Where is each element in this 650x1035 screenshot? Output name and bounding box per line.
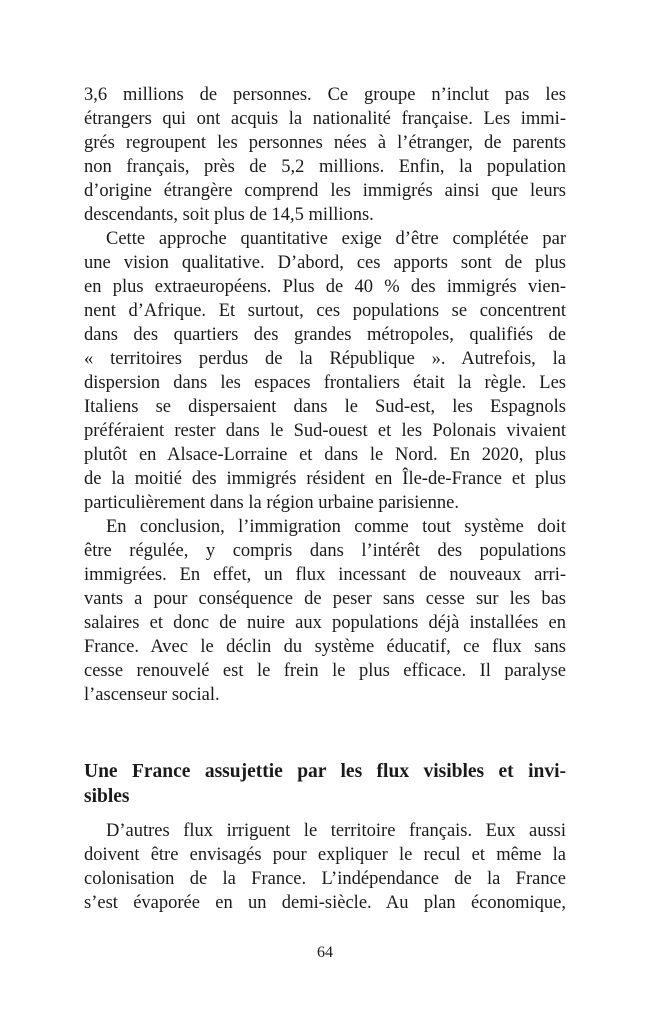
text-line: être régulée, y compris dans l’intérêt des populations [84,541,566,561]
paragraph-2 [84,227,566,515]
paragraph-1 [84,83,566,227]
text-line: salaires et donc de nuire aux populations déjà installées en [84,613,566,633]
text-line: en plus extraeuropéens. Plus de 40 % des immigrés vien- [84,277,566,297]
text-line: descendants, soit plus de 14,5 millions. [84,205,374,225]
text-line: préféraient rester dans le Sud-ouest et les Polonais vivaient [84,421,566,441]
section-spacer [84,707,566,759]
text-line: dans des quartiers des grandes métropoles, qualifiés de [84,325,566,345]
text-line: s’est évaporée en un demi-siècle. Au plan économique, [84,893,566,913]
paragraph-3 [84,515,566,707]
text-line: doivent être envisagés pour expliquer le recul et même la [84,845,566,865]
text-line: une vision qualitative. D’abord, ces apports sont de plus [84,253,566,273]
text-line: cesse renouvelé est le frein le plus efficace. Il paralyse [84,661,566,681]
page-content [84,83,566,915]
text-line: Cette approche quantitative exige d’être complétée par [106,229,566,249]
text-line: l’ascenseur social. [84,685,220,705]
text-line: D’autres flux irriguent le territoire français. Eux aussi [106,821,566,841]
heading-line: Une France assujettie par les flux visibles et invi- [84,761,566,782]
text-line: d’origine étrangère comprend les immigrés ainsi que leurs [84,181,566,201]
text-line: immigrées. En effet, un flux incessant de nouveaux arri- [84,565,566,585]
text-line: « territoires perdus de la République ». Autrefois, la [84,349,566,369]
paragraph-4 [84,819,566,915]
page-number: 64 [317,944,333,961]
text-line: particulièrement dans la région urbaine parisienne. [84,493,459,513]
text-line: En conclusion, l’immigration comme tout système doit [106,517,566,537]
text-line: de la moitié des immigrés résident en Île-de-France et plus [84,469,566,489]
text-line: étrangers qui ont acquis la nationalité française. Les immi- [84,109,566,129]
text-line: dispersion dans les espaces frontaliers était la règle. Les [84,373,566,393]
text-line: France. Avec le déclin du système éducatif, ce flux sans [84,637,566,657]
section-heading [84,759,566,809]
text-line: Italiens se dispersaient dans le Sud-est, les Espagnols [84,397,566,417]
text-line: colonisation de la France. L’indépendance de la France [84,869,566,889]
text-line: 3,6 millions de personnes. Ce groupe n’inclut pas les [84,85,566,105]
text-line: nent d’Afrique. Et surtout, ces populations se concentrent [84,301,566,321]
text-line: non français, près de 5,2 millions. Enfin, la population [84,157,566,177]
text-line: plutôt en Alsace-Lorraine et dans le Nord. En 2020, plus [84,445,566,465]
text-line: grés regroupent les personnes nées à l’étranger, de parents [84,133,566,153]
text-line: vants a pour conséquence de peser sans cesse sur les bas [84,589,566,609]
heading-line: sibles [84,786,130,807]
